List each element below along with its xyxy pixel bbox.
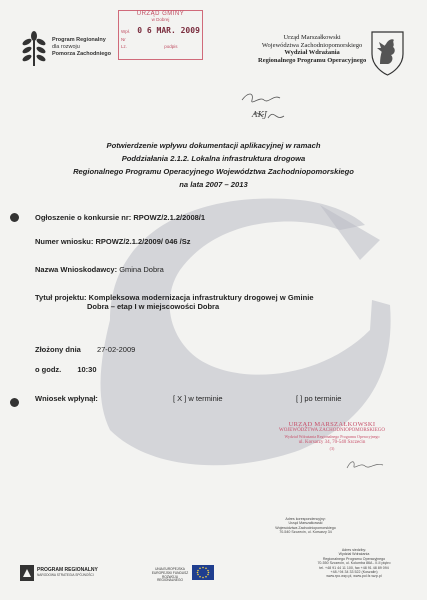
option-late-label: [ ] po terminie <box>296 394 342 403</box>
title-line3: Regionalnego Programu Operacyjnego Województwa Zachodniopomorskiego <box>73 167 354 176</box>
received-stamp <box>118 10 203 60</box>
logo-text-line1: Program Regionalny <box>52 37 106 43</box>
stamp-zal-label: Lz. <box>121 44 128 49</box>
title-line2: Poddziałania 2.1.2. Lokalna infrastruktura drogowa <box>121 154 306 163</box>
footer-program-logo <box>37 567 98 577</box>
option-in-time-label: [ X ] w terminie <box>173 394 223 403</box>
wnioskodawca-field <box>35 265 164 274</box>
footer-logo-subtitle: NARODOWA STRATEGIA SPÓJNOŚCI <box>37 573 94 577</box>
red-stamp-line4: ul. Korsarzy 34, 70-540 Szczecin <box>298 440 366 445</box>
binder-hole-bottom <box>10 398 19 407</box>
red-stamp-line2: WOJEWÓDZTWA ZACHODNIOPOMORSKIEGO <box>279 428 385 433</box>
addr1-line3: Województwa Zachodniopomorskiego <box>275 525 336 530</box>
option-late <box>296 394 341 403</box>
red-stamp-line5: (3) <box>329 446 335 451</box>
correspondence-address <box>258 517 353 535</box>
red-stamp-line1: URZĄD MARSZAŁKOWSKI <box>288 421 376 428</box>
eu-fund-text <box>150 568 190 583</box>
konkurs-value: RPOWZ/2.1.2/2008/1 <box>133 213 206 222</box>
addr2-line2: Wydział Wdrażania <box>338 552 370 557</box>
eu-line1: UNIA EUROPEJSKA <box>155 567 185 571</box>
logo-text-line2: dla rozwoju <box>52 44 80 50</box>
regional-program-logo-text <box>52 37 111 58</box>
document-title <box>0 139 427 191</box>
eu-flag-icon <box>192 565 214 580</box>
option-in-time <box>173 394 223 403</box>
konkurs-label: Ogłoszenie o konkursie nr: <box>35 213 134 222</box>
regional-program-logo-icon <box>20 30 48 68</box>
stamp-nr-label: Nr <box>121 37 126 42</box>
eu-line2: EUROPEJSKI FUNDUSZ <box>151 570 189 575</box>
stamp-podpis-label: podpis <box>164 44 178 49</box>
red-stamp-line3: Wydział Wdrażania Regionalnego Programu Operacyjnego <box>284 434 380 439</box>
handwritten-initials: AKJ <box>252 110 267 119</box>
eu-line3: ROZWOJU REGIONALNEGO <box>157 574 183 583</box>
addr2-line3: Regionalnego Programu Operacyjnego <box>322 556 386 561</box>
title-line4: na lata 2007 – 2013 <box>179 180 248 189</box>
red-stamp-signature <box>345 458 385 472</box>
konkurs-field <box>35 213 205 222</box>
coat-of-arms-icon <box>370 30 405 76</box>
stamp-subtitle: w Dobrej <box>151 17 170 22</box>
tytul-value-line2: Dobra – etap I w miejscowości Dobra <box>87 302 220 311</box>
office-stamp <box>272 422 392 452</box>
office-line3: Wydział Wdrażania <box>284 49 340 56</box>
addr2-line7: www.rpo.wzp.pl, www.pol.fz.wzp.pl <box>326 574 382 579</box>
wplynal-field <box>35 394 98 403</box>
tytul-value-line1: Kompleksowa modernizacja infrastruktury drogowej w Gminie <box>88 293 314 302</box>
stamp-date: 0 6 MAR. 2009 <box>137 26 200 35</box>
office-line1: Urząd Marszałkowski <box>283 34 341 41</box>
addr2-line4: 70-550 Szczecin, ul. Kolumba 86A - II-II piętro <box>317 561 391 566</box>
wniosek-number-field <box>35 237 190 246</box>
binder-hole-top <box>10 213 19 222</box>
seat-address <box>300 548 408 579</box>
tytul-label: Tytuł projektu: <box>35 293 89 302</box>
office-line2: Województwa Zachodniopomorskiego <box>261 41 363 49</box>
title-line1: Potwierdzenie wpływu dokumentacji aplikacyjnej w ramach <box>106 141 321 150</box>
addr2-line6: +48 / 94 34 33 522 (Koszalin) <box>330 570 378 575</box>
addr1-line4: 70-540 Szczecin, ul. Korsarzy 34 <box>279 530 332 535</box>
wplynal-label: Wniosek wpłynął: <box>35 394 98 403</box>
godz-label: o godz. <box>35 365 62 374</box>
footer-logo-title: PROGRAM REGIONALNY <box>37 567 98 573</box>
logo-text-line3: Pomorza Zachodniego <box>52 51 111 57</box>
addr1-line1: Adres korespondencyjny: <box>285 517 326 521</box>
zlozony-value: 27-02-2009 <box>96 345 136 354</box>
wnioskodawca-label: Nazwa Wnioskodawcy: <box>35 265 120 274</box>
addr2-line1: Adres siedziby: <box>341 548 367 552</box>
wnioskodawca-value: Gmina Dobra <box>119 265 164 274</box>
wniosek-value: RPOWZ/2.1.2/2009/ 046 /Sz <box>95 237 191 246</box>
godz-field <box>35 365 97 374</box>
stamp-title: URZĄD GMINY <box>136 11 185 17</box>
handwritten-signature-mark <box>240 90 300 130</box>
footer-program-logo-icon <box>20 565 34 581</box>
office-header <box>258 34 366 64</box>
zlozony-label: Złożony dnia <box>35 345 81 354</box>
addr1-line2: Urząd Marszałkowski <box>288 521 323 526</box>
zlozony-field <box>35 345 135 354</box>
tytul-projektu-field <box>35 293 375 311</box>
office-line4: Regionalnego Programu Operacyjnego <box>258 56 367 64</box>
wniosek-label: Numer wniosku: <box>35 237 96 246</box>
godz-value: 10:30 <box>77 365 97 374</box>
addr2-line5: tel. +48 91 44 11 100, fax +48 91 48 89 094 <box>319 565 389 570</box>
stamp-wpl-label: Wpł. <box>121 29 130 34</box>
